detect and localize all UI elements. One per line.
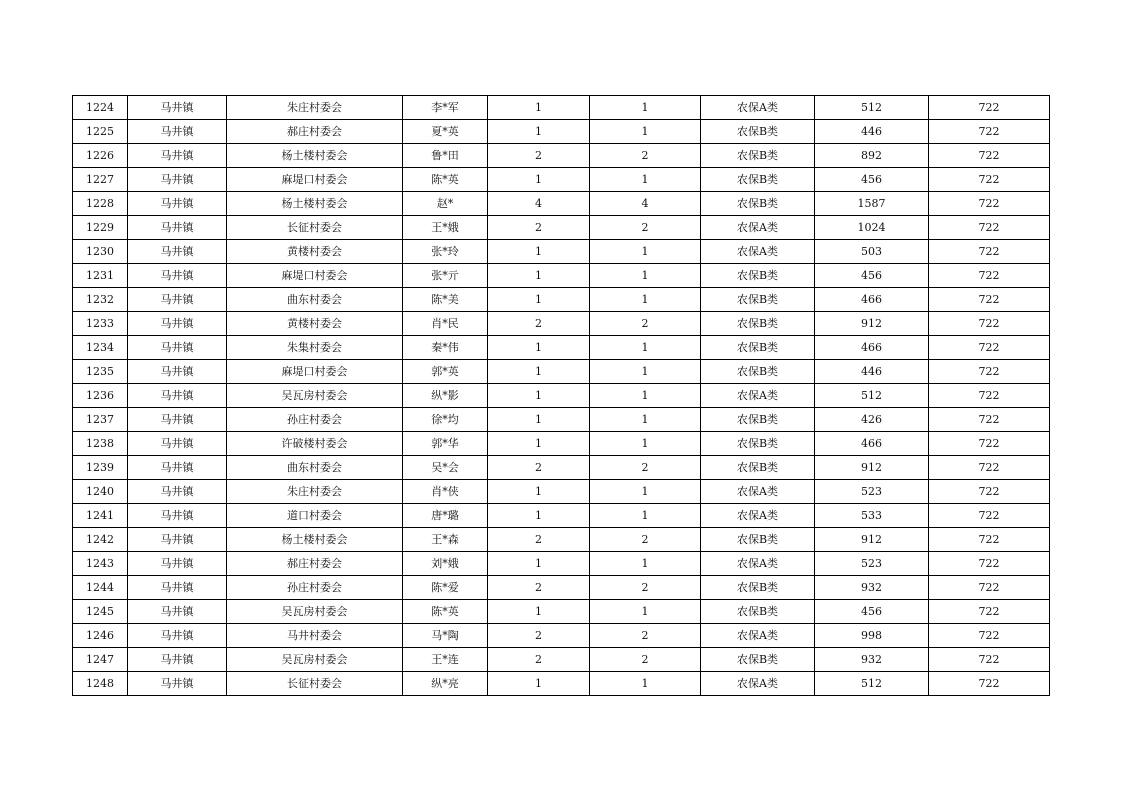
table-row [73,312,1050,336]
serial-cell: 1248 [73,672,128,696]
count-cell: 4 [488,192,590,216]
count-cell: 1 [590,504,701,528]
name-cell: 王*娥 [403,216,488,240]
amount-cell: 533 [815,504,929,528]
count-cell: 1 [488,480,590,504]
standard-cell: 722 [929,312,1050,336]
amount-cell: 466 [815,288,929,312]
amount-cell: 446 [815,120,929,144]
count-cell: 1 [590,672,701,696]
table-row [73,552,1050,576]
count-cell: 1 [488,120,590,144]
count-cell: 1 [590,480,701,504]
amount-cell: 456 [815,600,929,624]
town-cell: 马井镇 [128,168,227,192]
insurance-type-cell: 农保A类 [701,216,815,240]
count-cell: 1 [590,432,701,456]
count-cell: 1 [488,96,590,120]
count-cell: 1 [488,600,590,624]
standard-cell: 722 [929,240,1050,264]
table-row [73,408,1050,432]
insurance-type-cell: 农保A类 [701,552,815,576]
amount-cell: 523 [815,480,929,504]
village-committee-cell: 孙庄村委会 [227,408,403,432]
count-cell: 1 [590,264,701,288]
table-row [73,360,1050,384]
serial-cell: 1224 [73,96,128,120]
standard-cell: 722 [929,168,1050,192]
insurance-type-cell: 农保A类 [701,96,815,120]
insurance-type-cell: 农保A类 [701,672,815,696]
standard-cell: 722 [929,456,1050,480]
standard-cell: 722 [929,216,1050,240]
town-cell: 马井镇 [128,504,227,528]
insurance-type-cell: 农保B类 [701,288,815,312]
standard-cell: 722 [929,480,1050,504]
village-committee-cell: 曲东村委会 [227,288,403,312]
count-cell: 1 [488,264,590,288]
name-cell: 纵*影 [403,384,488,408]
village-committee-cell: 麻堤口村委会 [227,264,403,288]
count-cell: 2 [590,216,701,240]
table-row [73,672,1050,696]
serial-cell: 1235 [73,360,128,384]
count-cell: 1 [488,288,590,312]
count-cell: 1 [590,600,701,624]
town-cell: 马井镇 [128,384,227,408]
insurance-type-cell: 农保B类 [701,648,815,672]
insurance-type-cell: 农保B类 [701,312,815,336]
count-cell: 1 [488,240,590,264]
town-cell: 马井镇 [128,144,227,168]
table-row [73,456,1050,480]
data-table [72,95,1050,696]
count-cell: 1 [590,168,701,192]
village-committee-cell: 黄楼村委会 [227,312,403,336]
table-row [73,144,1050,168]
serial-cell: 1232 [73,288,128,312]
village-committee-cell: 郝庄村委会 [227,552,403,576]
count-cell: 1 [488,168,590,192]
standard-cell: 722 [929,192,1050,216]
count-cell: 2 [590,624,701,648]
town-cell: 马井镇 [128,288,227,312]
serial-cell: 1239 [73,456,128,480]
count-cell: 1 [590,288,701,312]
table-row [73,168,1050,192]
insurance-type-cell: 农保B类 [701,432,815,456]
amount-cell: 512 [815,96,929,120]
count-cell: 2 [488,528,590,552]
standard-cell: 722 [929,336,1050,360]
insurance-type-cell: 农保B类 [701,576,815,600]
name-cell: 陈*爱 [403,576,488,600]
name-cell: 陈*英 [403,168,488,192]
serial-cell: 1233 [73,312,128,336]
name-cell: 陈*美 [403,288,488,312]
village-committee-cell: 孙庄村委会 [227,576,403,600]
count-cell: 1 [590,96,701,120]
table-row [73,216,1050,240]
count-cell: 2 [590,528,701,552]
insurance-type-cell: 农保A类 [701,384,815,408]
table-row [73,192,1050,216]
insurance-type-cell: 农保B类 [701,264,815,288]
village-committee-cell: 黄楼村委会 [227,240,403,264]
amount-cell: 932 [815,648,929,672]
standard-cell: 722 [929,504,1050,528]
name-cell: 郭*英 [403,360,488,384]
table-row [73,336,1050,360]
count-cell: 2 [488,648,590,672]
count-cell: 4 [590,192,701,216]
town-cell: 马井镇 [128,648,227,672]
amount-cell: 456 [815,168,929,192]
standard-cell: 722 [929,552,1050,576]
table-row [73,240,1050,264]
insurance-type-cell: 农保A类 [701,624,815,648]
name-cell: 赵* [403,192,488,216]
serial-cell: 1244 [73,576,128,600]
count-cell: 2 [488,576,590,600]
standard-cell: 722 [929,432,1050,456]
town-cell: 马井镇 [128,240,227,264]
count-cell: 1 [590,360,701,384]
count-cell: 1 [590,240,701,264]
standard-cell: 722 [929,288,1050,312]
count-cell: 1 [488,360,590,384]
standard-cell: 722 [929,384,1050,408]
serial-cell: 1230 [73,240,128,264]
count-cell: 1 [488,504,590,528]
serial-cell: 1247 [73,648,128,672]
table-row [73,432,1050,456]
table-row [73,624,1050,648]
name-cell: 张*亓 [403,264,488,288]
name-cell: 李*军 [403,96,488,120]
table-row [73,528,1050,552]
table-row [73,120,1050,144]
town-cell: 马井镇 [128,480,227,504]
amount-cell: 1587 [815,192,929,216]
name-cell: 徐*均 [403,408,488,432]
insurance-type-cell: 农保B类 [701,144,815,168]
village-committee-cell: 杨土楼村委会 [227,192,403,216]
town-cell: 马井镇 [128,456,227,480]
village-committee-cell: 麻堤口村委会 [227,168,403,192]
amount-cell: 912 [815,312,929,336]
town-cell: 马井镇 [128,408,227,432]
serial-cell: 1226 [73,144,128,168]
name-cell: 夏*英 [403,120,488,144]
town-cell: 马井镇 [128,672,227,696]
insurance-type-cell: 农保A类 [701,480,815,504]
standard-cell: 722 [929,528,1050,552]
table-row [73,480,1050,504]
village-committee-cell: 马井村委会 [227,624,403,648]
serial-cell: 1234 [73,336,128,360]
serial-cell: 1245 [73,600,128,624]
amount-cell: 523 [815,552,929,576]
standard-cell: 722 [929,96,1050,120]
village-committee-cell: 麻堤口村委会 [227,360,403,384]
town-cell: 马井镇 [128,360,227,384]
amount-cell: 892 [815,144,929,168]
count-cell: 2 [488,312,590,336]
amount-cell: 456 [815,264,929,288]
standard-cell: 722 [929,672,1050,696]
amount-cell: 503 [815,240,929,264]
serial-cell: 1231 [73,264,128,288]
village-committee-cell: 许破楼村委会 [227,432,403,456]
count-cell: 1 [590,384,701,408]
amount-cell: 466 [815,432,929,456]
count-cell: 2 [590,312,701,336]
count-cell: 1 [590,552,701,576]
insurance-type-cell: 农保A类 [701,504,815,528]
table-row [73,504,1050,528]
village-committee-cell: 杨土楼村委会 [227,528,403,552]
count-cell: 2 [488,624,590,648]
amount-cell: 426 [815,408,929,432]
standard-cell: 722 [929,120,1050,144]
town-cell: 马井镇 [128,312,227,336]
table-row [73,600,1050,624]
insurance-type-cell: 农保B类 [701,120,815,144]
town-cell: 马井镇 [128,600,227,624]
town-cell: 马井镇 [128,120,227,144]
name-cell: 刘*娥 [403,552,488,576]
standard-cell: 722 [929,360,1050,384]
amount-cell: 912 [815,456,929,480]
insurance-type-cell: 农保B类 [701,408,815,432]
village-committee-cell: 长征村委会 [227,672,403,696]
table-row [73,96,1050,120]
name-cell: 唐*璐 [403,504,488,528]
insurance-type-cell: 农保B类 [701,528,815,552]
village-committee-cell: 道口村委会 [227,504,403,528]
insurance-type-cell: 农保B类 [701,192,815,216]
serial-cell: 1242 [73,528,128,552]
count-cell: 1 [590,408,701,432]
standard-cell: 722 [929,408,1050,432]
count-cell: 1 [590,336,701,360]
amount-cell: 912 [815,528,929,552]
count-cell: 1 [488,552,590,576]
village-committee-cell: 长征村委会 [227,216,403,240]
serial-cell: 1236 [73,384,128,408]
count-cell: 2 [488,144,590,168]
standard-cell: 722 [929,144,1050,168]
standard-cell: 722 [929,600,1050,624]
town-cell: 马井镇 [128,528,227,552]
amount-cell: 932 [815,576,929,600]
village-committee-cell: 朱庄村委会 [227,480,403,504]
amount-cell: 512 [815,384,929,408]
name-cell: 鲁*田 [403,144,488,168]
table-row [73,648,1050,672]
town-cell: 马井镇 [128,432,227,456]
count-cell: 2 [590,576,701,600]
amount-cell: 446 [815,360,929,384]
town-cell: 马井镇 [128,576,227,600]
name-cell: 秦*伟 [403,336,488,360]
town-cell: 马井镇 [128,336,227,360]
standard-cell: 722 [929,264,1050,288]
serial-cell: 1225 [73,120,128,144]
town-cell: 马井镇 [128,192,227,216]
town-cell: 马井镇 [128,96,227,120]
village-committee-cell: 杨土楼村委会 [227,144,403,168]
table-row [73,264,1050,288]
town-cell: 马井镇 [128,624,227,648]
amount-cell: 466 [815,336,929,360]
insurance-type-cell: 农保B类 [701,336,815,360]
standard-cell: 722 [929,576,1050,600]
insurance-type-cell: 农保B类 [701,168,815,192]
insurance-type-cell: 农保B类 [701,360,815,384]
name-cell: 王*森 [403,528,488,552]
count-cell: 1 [488,384,590,408]
town-cell: 马井镇 [128,264,227,288]
amount-cell: 512 [815,672,929,696]
serial-cell: 1227 [73,168,128,192]
name-cell: 张*玲 [403,240,488,264]
village-committee-cell: 吴瓦房村委会 [227,648,403,672]
serial-cell: 1229 [73,216,128,240]
count-cell: 1 [488,336,590,360]
town-cell: 马井镇 [128,216,227,240]
serial-cell: 1228 [73,192,128,216]
count-cell: 2 [590,456,701,480]
village-committee-cell: 朱庄村委会 [227,96,403,120]
count-cell: 1 [488,408,590,432]
village-committee-cell: 吴瓦房村委会 [227,600,403,624]
amount-cell: 1024 [815,216,929,240]
table-row [73,288,1050,312]
name-cell: 王*连 [403,648,488,672]
table-row [73,384,1050,408]
table-body [73,96,1050,696]
serial-cell: 1240 [73,480,128,504]
insurance-type-cell: 农保B类 [701,600,815,624]
name-cell: 马*陶 [403,624,488,648]
serial-cell: 1241 [73,504,128,528]
village-committee-cell: 吴瓦房村委会 [227,384,403,408]
table-row [73,576,1050,600]
village-committee-cell: 朱集村委会 [227,336,403,360]
name-cell: 肖*民 [403,312,488,336]
name-cell: 肖*侠 [403,480,488,504]
village-committee-cell: 郝庄村委会 [227,120,403,144]
insurance-type-cell: 农保B类 [701,456,815,480]
town-cell: 马井镇 [128,552,227,576]
serial-cell: 1237 [73,408,128,432]
count-cell: 2 [488,216,590,240]
serial-cell: 1238 [73,432,128,456]
name-cell: 郭*华 [403,432,488,456]
serial-cell: 1243 [73,552,128,576]
count-cell: 1 [488,672,590,696]
count-cell: 1 [488,432,590,456]
standard-cell: 722 [929,624,1050,648]
count-cell: 2 [590,648,701,672]
insurance-type-cell: 农保A类 [701,240,815,264]
amount-cell: 998 [815,624,929,648]
count-cell: 1 [590,120,701,144]
name-cell: 陈*英 [403,600,488,624]
count-cell: 2 [590,144,701,168]
village-committee-cell: 曲东村委会 [227,456,403,480]
count-cell: 2 [488,456,590,480]
name-cell: 纵*亮 [403,672,488,696]
serial-cell: 1246 [73,624,128,648]
name-cell: 吴*会 [403,456,488,480]
standard-cell: 722 [929,648,1050,672]
